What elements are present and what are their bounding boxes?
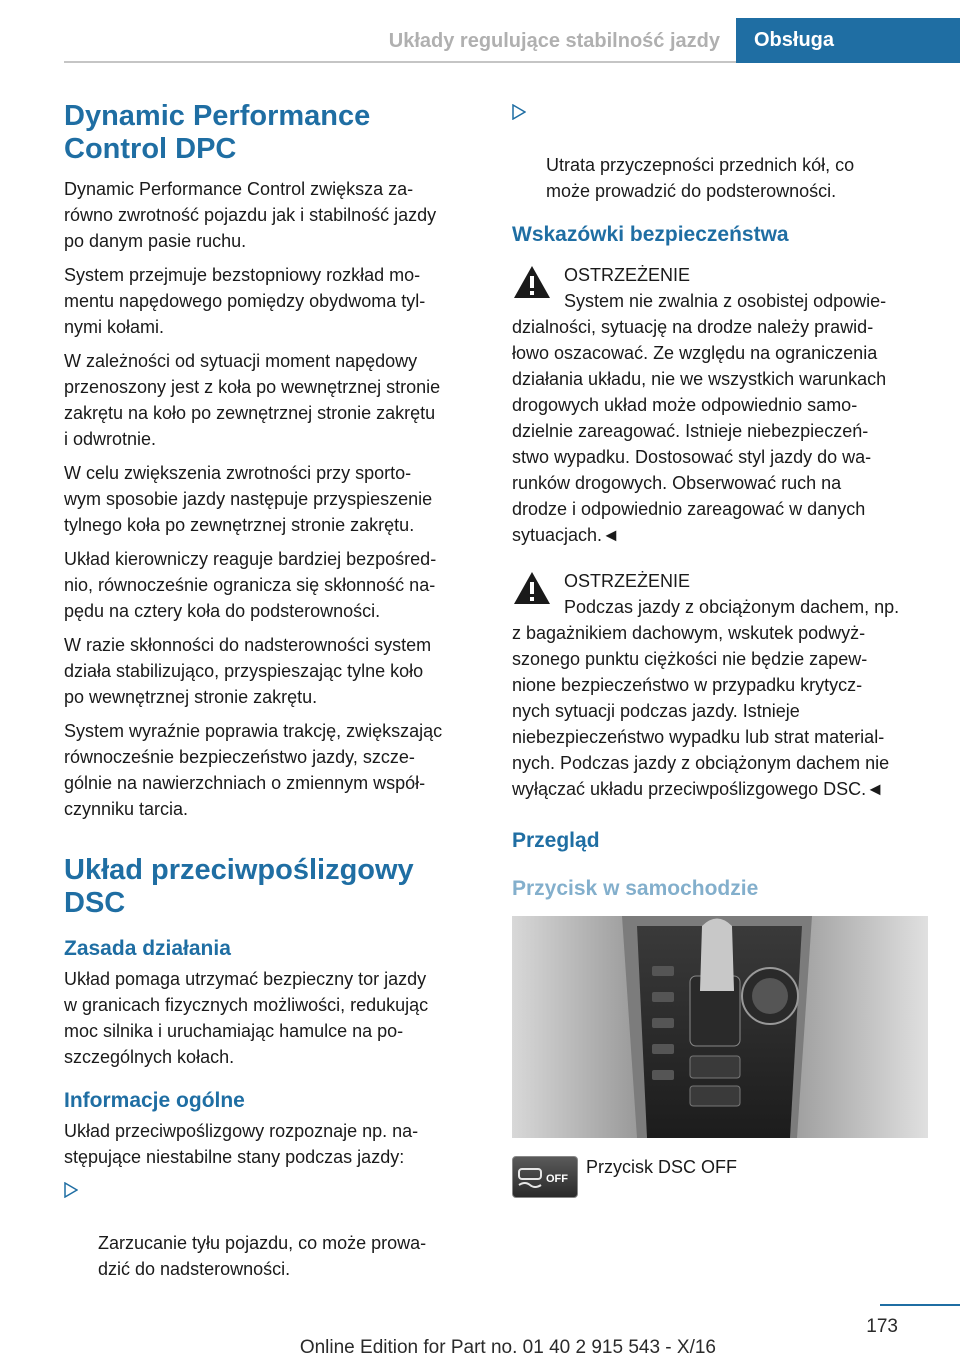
header-section-title: Układy regulujące stabilność jazdy <box>388 30 720 52</box>
list-item <box>512 100 928 204</box>
list-item <box>64 1178 480 1282</box>
bullet-triangle-icon <box>512 104 526 120</box>
zasada-heading: Zasada działania <box>64 937 231 960</box>
bullet-triangle-icon <box>64 1182 78 1198</box>
page-number: 173 <box>866 1316 898 1337</box>
list-item-text: Utrata przyczepności przednich kół, co może prowadzić do podsterowności. <box>546 155 855 201</box>
dsc-heading: Układ przeciwpoślizgowy DSC <box>64 854 414 919</box>
overview-heading: Przegląd <box>512 829 600 852</box>
warning-text: z bagażnikiem dachowym, wskutek podwyż‐ szonego punktu ciężkości nie będzie zapew‐ nione bezpieczeństwo w przypadku krytycz‐ nych sytuacji podczas jazdy. Istnieje niebezpieczeństwo wypadku lub strat material‐ nych. Podczas jazdy z obciążonym dachem nie wyłączać układu przeciwpoślizgowego DSC.◄ <box>512 623 890 799</box>
edition-footer: Online Edition for Part no. 01 40 2 915 543 - X/16 <box>299 1337 716 1358</box>
warning-text: dzialności, sytuację na drodze należy prawid‐ łowo oszacować. Ze względu na ograniczenia działania układu, nie we wszystkich warunkach drogowych układ może odpowiednio samo‐ dzielnie zareagować. Istnieje niebezpieczeń‐ stwo wypadku. Dostosować styl jazdy do wa‐ runków drogowych. Obserwować ruch na drodze i odpowiednio zareagować w danych sytuacjach.◄ <box>512 317 887 545</box>
warning-block-1 <box>512 262 928 548</box>
footer-rule <box>880 1304 960 1306</box>
info-paragraph: Układ przeciwpoślizgowy rozpoznaje np. na‐ stępujące niestabilne stany podczas jazdy: <box>64 1121 419 1167</box>
dpc-paragraph-2: System przejmuje bezstopniowy rozkład mo‐ mentu napędowego pomiędzy obydwoma tyl‐ nymi kołami. <box>64 265 426 337</box>
info-heading: Informacje ogólne <box>64 1089 245 1112</box>
dpc-paragraph-4: W celu zwiększenia zwrotności przy sporto‐ wym sposobie jazdy następuje przyspieszenie tylnego koła po zewnętrznej stronie zakrętu. <box>64 463 433 535</box>
instability-list <box>64 1178 480 1282</box>
safety-heading: Wskazówki bezpieczeństwa <box>512 223 789 246</box>
warning-text-first-line: System nie zwalnia z osobistej odpowie‐ <box>564 291 887 311</box>
dsc-off-label: Przycisk DSC OFF <box>586 1157 737 1177</box>
dsc-off-button-icon <box>512 1156 578 1198</box>
instability-list-continued <box>512 100 928 204</box>
dpc-paragraph-6: W razie skłonności do nadsterowności system działa stabilizująco, przyspieszając tylne koło po wewnętrznej stronie zakrętu. <box>64 635 432 707</box>
dpc-paragraph-5: Układ kierowniczy reaguje bardziej bezpośred‐ nio, równocześnie ogranicza się skłonność na‐ pędu na cztery koła do podsterowności. <box>64 549 437 621</box>
warning-block-2 <box>512 568 928 802</box>
center-console-photo <box>512 916 928 1138</box>
dsc-off-icon-text: OFF <box>546 1173 568 1185</box>
dsc-off-row <box>512 1154 928 1202</box>
warning-title: OSTRZEŻENIE <box>564 265 691 285</box>
zasada-paragraph: Układ pomaga utrzymać bezpieczny tor jazdy w granicach fizycznych możliwości, redukując moc silnika i uruchamiając hamulce na po‐ szczególnych kołach. <box>64 969 429 1067</box>
center-console-illustration <box>512 916 928 1138</box>
dpc-paragraph-1: Dynamic Performance Control zwiększa za‐ równo zwrotność pojazdu jak i stabilność jazdy po danym pasie ruchu. <box>64 179 437 251</box>
dpc-paragraph-3: W zależności od sytuacji moment napędowy przenoszony jest z koła po wewnętrznej stronie zakrętu na koło po zewnętrznej stronie zakrętu i odwrotnie. <box>64 351 441 449</box>
warning-triangle-icon <box>512 264 552 300</box>
list-item-text: Zarzucanie tyłu pojazdu, co może prowa‐ dzić do nadsterowności. <box>98 1233 427 1279</box>
left-column <box>64 100 480 1290</box>
right-column <box>512 100 928 1202</box>
warning-text-first-line: Podczas jazdy z obciążonym dachem, np. <box>564 597 900 617</box>
header-tab: Obsługa <box>736 18 960 63</box>
button-subheading: Przycisk w samochodzie <box>512 877 759 900</box>
warning-title: OSTRZEŻENIE <box>564 571 691 591</box>
warning-triangle-icon <box>512 570 552 606</box>
dpc-paragraph-7: System wyraźnie poprawia trakcję, zwiększając równocześnie bezpieczeństwo jazdy, szcze‐ gólnie na nawierzchniach o zmiennym współ‐ czynniku tarcia. <box>64 721 443 819</box>
dpc-heading: Dynamic Performance Control DPC <box>64 100 371 165</box>
car-skid-icon <box>513 1157 577 1197</box>
